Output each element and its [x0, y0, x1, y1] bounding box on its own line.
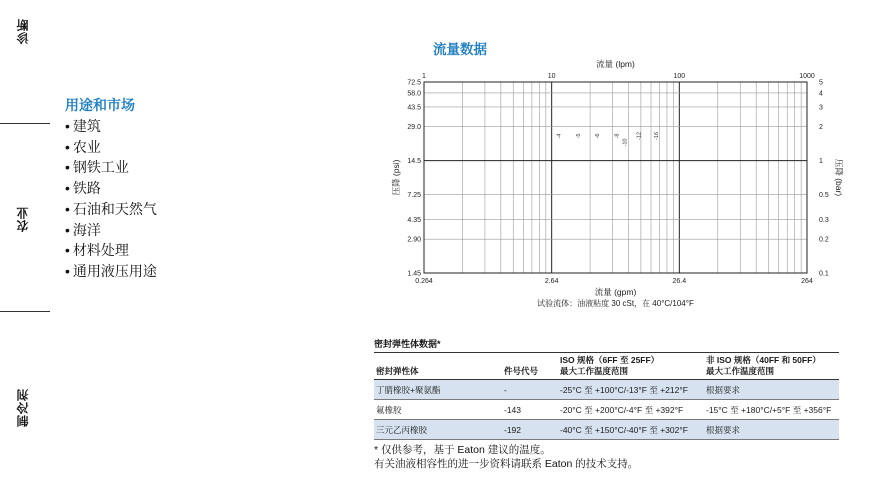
y-tick-label: 72.5 [407, 79, 421, 87]
table-row [374, 400, 839, 420]
table-row [374, 420, 839, 440]
y-tick-label: 29.0 [407, 124, 421, 132]
right-tick-label: 0.2 [819, 236, 829, 244]
curve-size-label: -8 [614, 133, 621, 139]
x-tick-label: 0.264 [415, 278, 433, 285]
list-item: • 钢铁工业 [65, 157, 157, 178]
table-cell: -143 [502, 400, 558, 420]
curve-size-label: -6 [595, 133, 602, 139]
y-tick-label: 58.0 [407, 90, 421, 98]
curve-size-label: -12 [636, 131, 643, 140]
col-noniso-header: 非 ISO 规格（40FF 和 50FF） 最大工作温度范围 [704, 353, 839, 380]
footnotes [374, 443, 839, 471]
list-item: • 海洋 [65, 220, 157, 241]
list-item: • 建筑 [65, 116, 157, 137]
top-tick-label: 10 [547, 73, 556, 80]
right-tick-label: 0.1 [819, 270, 829, 278]
footnote: 有关油液相容性的进一步资料请联系 Eaton 的技术支持。 [374, 458, 639, 470]
flow-data-title: 流量数据 [433, 42, 487, 57]
right-tick-label: 2 [819, 124, 823, 132]
table-header-row [374, 353, 839, 380]
x-tick-label: 26.4 [672, 278, 687, 285]
right-tick-label: 3 [819, 104, 823, 112]
list-item: • 石油和天然气 [65, 199, 157, 220]
flow-chart [380, 52, 844, 312]
col-code-header: 件号代号 [502, 353, 558, 380]
side-tab-refrigerant[interactable]: 制冷剂 [16, 388, 30, 427]
table-cell: 氟橡胶 [374, 400, 502, 420]
list-item: • 农业 [65, 137, 157, 158]
top-tick-label: 100 [673, 73, 686, 80]
top-axis-label: 流量 (lpm) [596, 59, 635, 69]
table-cell: -20°C 至 +200°C/-4°F 至 +392°F [558, 400, 704, 420]
seal-table [374, 353, 839, 440]
side-divider [0, 123, 50, 124]
applications-title: 用途和市场 [65, 97, 135, 113]
list-item: • 通用液压用途 [65, 261, 157, 282]
y-tick-label: 2.90 [407, 236, 421, 244]
side-divider [0, 311, 50, 312]
y-axis-label: 压降 (psi) [391, 159, 401, 196]
table-cell: -192 [502, 420, 558, 440]
seal-table-section [374, 337, 839, 471]
curve-size-label: -5 [575, 133, 582, 139]
y-tick-label: 4.35 [407, 216, 421, 224]
right-axis-label: 压降 (bar) [834, 158, 844, 197]
y-tick-label: 7.25 [407, 191, 421, 199]
right-tick-label: 0.3 [819, 216, 829, 224]
list-item: • 材料处理 [65, 240, 157, 261]
curve-size-label: -10 [622, 138, 629, 147]
x-tick-label: 2.64 [544, 278, 559, 285]
right-tick-label: 4 [819, 90, 823, 98]
x-tick-label: 264 [801, 278, 813, 285]
curve-size-label: -16 [654, 131, 661, 140]
y-tick-label: 14.5 [407, 158, 421, 166]
col-material-header: 密封弹性体 [374, 353, 502, 380]
applications-list [65, 116, 157, 282]
col-iso-header: ISO 规格（6FF 至 25FF） 最大工作温度范围 [558, 353, 704, 380]
footnote: * 仅供参考，基于 Eaton 建议的温度。 [374, 444, 551, 456]
top-tick-label: 1 [422, 73, 426, 80]
table-cell: 根据要求 [704, 380, 839, 400]
plot-frame [424, 82, 807, 273]
x-axis-label: 流量 (gpm) [594, 287, 637, 297]
right-tick-label: 0.5 [819, 191, 829, 199]
top-tick-label: 1000 [799, 73, 815, 80]
table-cell: -25°C 至 +100°C/-13°F 至 +212°F [558, 380, 704, 400]
side-tab-diagnostics[interactable]: 诊断 [16, 18, 30, 44]
table-cell: -15°C 至 +180°C/+5°F 至 +356°F [704, 400, 839, 420]
y-tick-label: 1.45 [407, 270, 421, 278]
chart-caption: 试验流体：油液粘度 30 cSt，在 40°C/104°F [537, 299, 694, 308]
table-cell: 丁腈橡胶+聚氨酯 [374, 380, 502, 400]
side-tab-agriculture[interactable]: 农业 [16, 206, 30, 232]
table-cell: - [502, 380, 558, 400]
table-cell: 三元乙丙橡胶 [374, 420, 502, 440]
right-tick-label: 5 [819, 79, 823, 87]
curve-size-label: -4 [556, 133, 563, 139]
table-cell: -40°C 至 +150°C/-40°F 至 +302°F [558, 420, 704, 440]
list-item: • 铁路 [65, 178, 157, 199]
y-tick-label: 43.5 [407, 104, 421, 112]
table-cell: 根据要求 [704, 420, 839, 440]
right-tick-label: 1 [819, 158, 823, 166]
seal-table-title: 密封弹性体数据* [374, 337, 839, 353]
table-row [374, 380, 839, 400]
